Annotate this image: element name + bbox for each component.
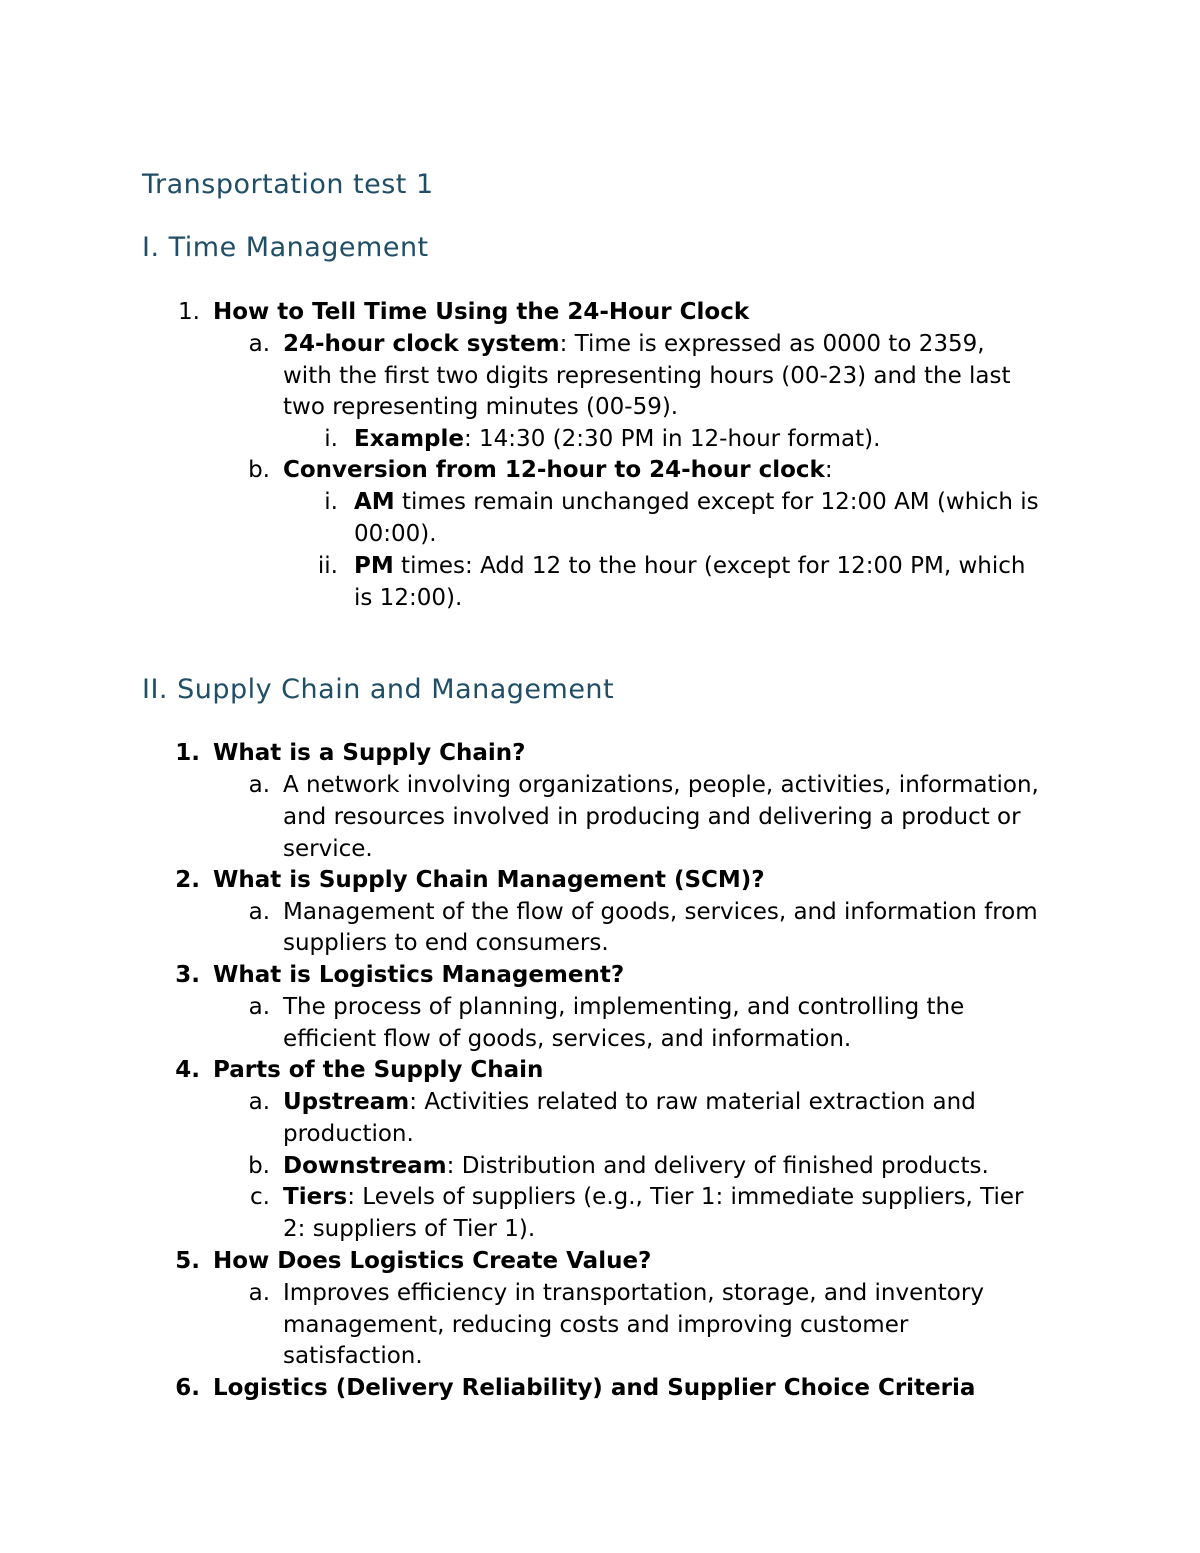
text-line: management, reducing costs and improving customer — [283, 1312, 909, 1338]
definition: : 14:30 (2:30 PM in 12-hour format). — [463, 426, 881, 452]
item-title: Parts of the Supply Chain — [213, 1057, 544, 1083]
term: AM — [354, 489, 395, 515]
text-line: satisfaction. — [283, 1343, 423, 1369]
definition: times remain unchanged except for 12:00 AM (which is — [394, 489, 1039, 515]
list-number: 6. — [175, 1375, 200, 1401]
list-roman: i. — [324, 489, 338, 515]
page-title: Transportation test 1 — [142, 169, 434, 200]
item-title: What is Logistics Management? — [213, 962, 625, 988]
list-item — [354, 424, 880, 454]
list-roman: i. — [324, 426, 338, 452]
list-roman: ii. — [317, 553, 338, 579]
list-item — [283, 1182, 1024, 1212]
list-number: 4. — [175, 1057, 200, 1083]
list-number: 5. — [175, 1248, 200, 1274]
definition: : — [824, 457, 833, 483]
text-line: A network involving organizations, people, activities, information, — [283, 772, 1039, 798]
item-title: How Does Logistics Create Value? — [213, 1248, 652, 1274]
section-2-heading: II. Supply Chain and Management — [142, 674, 615, 705]
item-title: What is Supply Chain Management (SCM)? — [213, 867, 765, 893]
list-item — [283, 329, 985, 359]
text-line: The process of planning, implementing, and controlling the — [283, 994, 965, 1020]
definition: : Activities related to raw material extraction and — [409, 1089, 976, 1115]
list-item — [354, 551, 1025, 581]
text-line: two representing minutes (00-59). — [283, 394, 679, 420]
list-letter: b. — [248, 1153, 270, 1179]
term: Downstream — [283, 1153, 447, 1179]
list-item — [283, 1151, 989, 1181]
list-letter: a. — [248, 994, 270, 1020]
list-letter: a. — [248, 772, 270, 798]
item-title: How to Tell Time Using the 24-Hour Clock — [213, 299, 750, 325]
list-letter: c. — [250, 1184, 270, 1210]
term: PM — [354, 553, 394, 579]
list-item — [354, 487, 1039, 517]
term: Tiers — [283, 1184, 348, 1210]
list-number: 3. — [175, 962, 200, 988]
text-line: 2: suppliers of Tier 1). — [283, 1216, 536, 1242]
term: 24-hour clock system — [283, 331, 560, 357]
text-line: Management of the flow of goods, services, and information from — [283, 899, 1038, 925]
definition: : Time is expressed as 0000 to 2359, — [559, 331, 985, 357]
item-title: What is a Supply Chain? — [213, 740, 526, 766]
text-line: production. — [283, 1121, 414, 1147]
list-number: 2. — [175, 867, 200, 893]
term: Upstream — [283, 1089, 410, 1115]
term: Example — [354, 426, 464, 452]
text-line: is 12:00). — [354, 585, 463, 611]
text-line: and resources involved in producing and delivering a product or — [283, 804, 1021, 830]
list-letter: a. — [248, 899, 270, 925]
list-letter: a. — [248, 331, 270, 357]
definition: times: Add 12 to the hour (except for 12:00 PM, which — [393, 553, 1026, 579]
definition: : Distribution and delivery of finished products. — [446, 1153, 989, 1179]
list-letter: b. — [248, 457, 270, 483]
list-letter: a. — [248, 1280, 270, 1306]
list-number: 1. — [175, 740, 200, 766]
term: Conversion from 12-hour to 24-hour clock — [283, 457, 825, 483]
text-line: 00:00). — [354, 521, 437, 547]
item-title: Logistics (Delivery Reliability) and Supplier Choice Criteria — [213, 1375, 976, 1401]
text-line: with the first two digits representing hours (00-23) and the last — [283, 363, 1011, 389]
list-number: 1. — [178, 299, 200, 325]
text-line: suppliers to end consumers. — [283, 930, 609, 956]
definition: : Levels of suppliers (e.g., Tier 1: immediate suppliers, Tier — [347, 1184, 1024, 1210]
text-line: Improves efficiency in transportation, storage, and inventory — [283, 1280, 984, 1306]
list-item — [283, 1087, 976, 1117]
section-1-heading: I. Time Management — [142, 232, 429, 263]
text-line: efficient flow of goods, services, and information. — [283, 1026, 852, 1052]
list-letter: a. — [248, 1089, 270, 1115]
text-line: service. — [283, 836, 373, 862]
list-item — [283, 455, 833, 485]
